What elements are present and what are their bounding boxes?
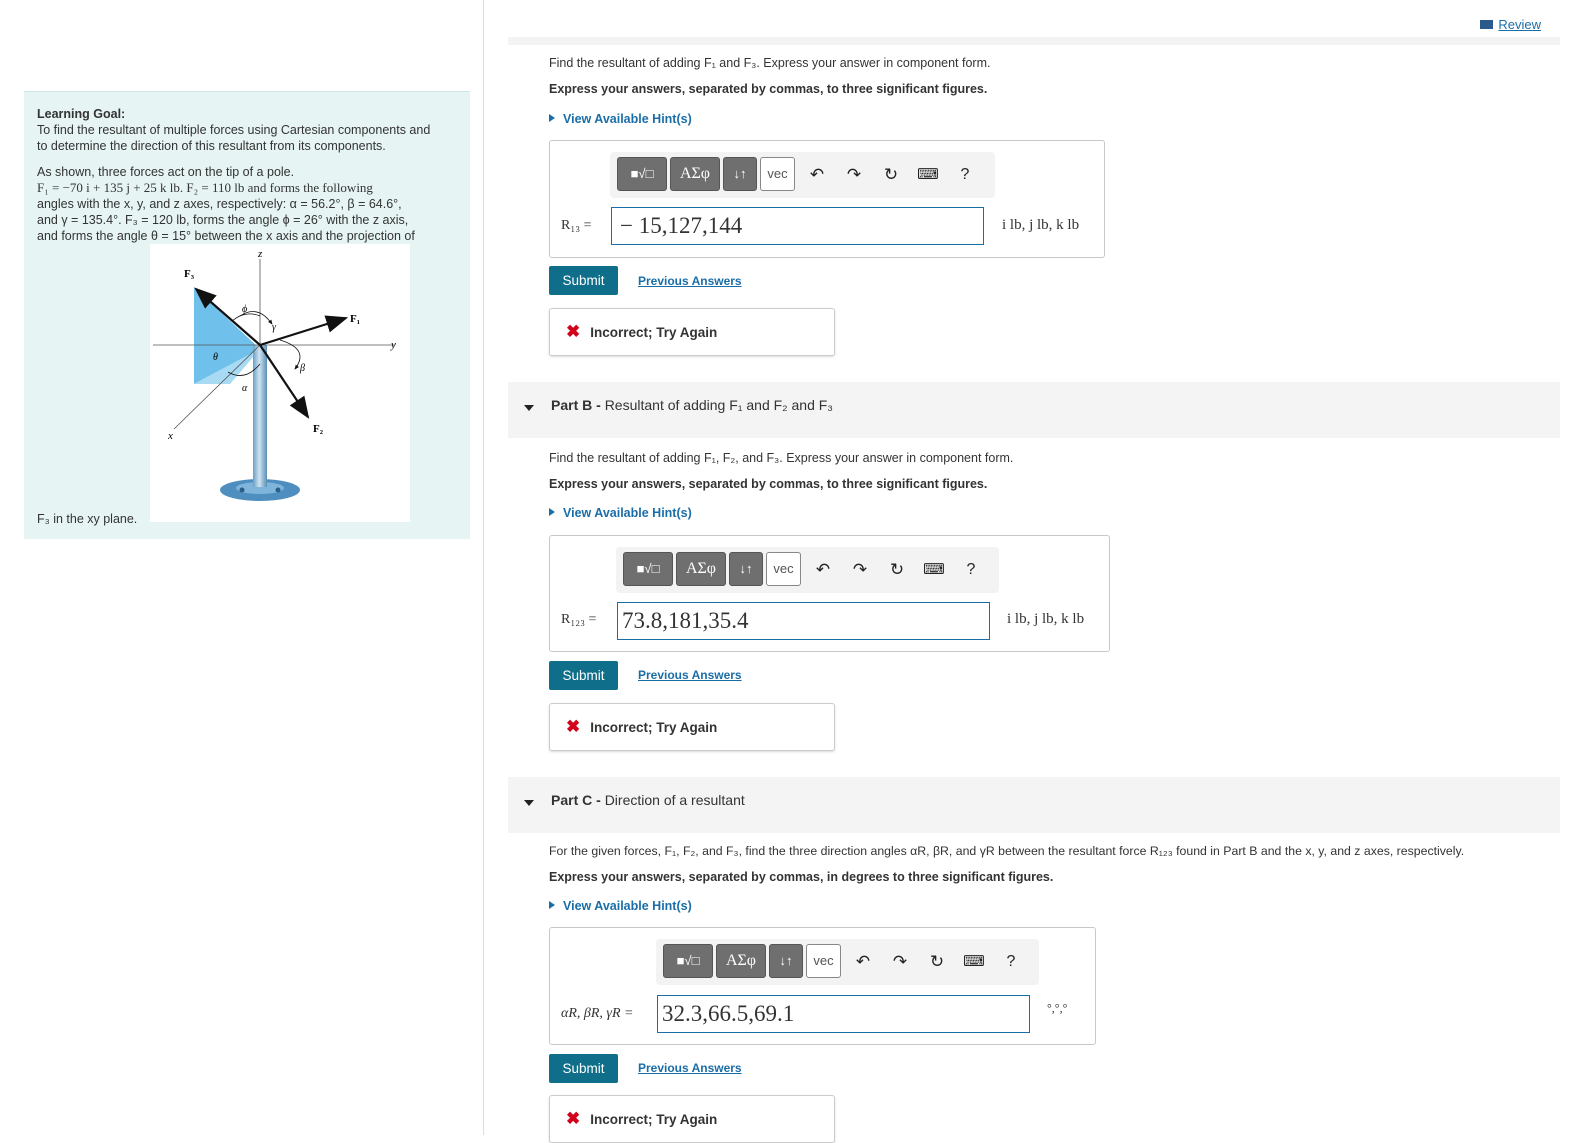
greek-button[interactable]: ΑΣφ	[670, 157, 720, 191]
f2-label: F₂	[313, 423, 324, 435]
answer-input[interactable]: 32.3,66.5,69.1	[657, 995, 1030, 1033]
expand-icon	[549, 508, 555, 516]
keyboard-icon[interactable]: ⌨	[923, 561, 945, 578]
feedback-box	[549, 703, 835, 751]
learning-goal-box	[24, 91, 470, 539]
submit-button[interactable]: Submit	[549, 1054, 618, 1083]
expand-icon	[549, 901, 555, 909]
feedback-text: Incorrect; Try Again	[590, 325, 718, 340]
help-icon[interactable]: ?	[966, 561, 976, 578]
submit-button[interactable]: Submit	[549, 661, 618, 690]
beta-label: β	[300, 363, 305, 374]
math-toolbar	[616, 547, 999, 593]
collapse-icon[interactable]	[524, 800, 534, 806]
help-icon[interactable]: ?	[960, 166, 970, 183]
greek-button[interactable]: ΑΣφ	[676, 552, 726, 586]
redo-icon[interactable]: ↷	[892, 952, 908, 971]
submit-button[interactable]: Submit	[549, 266, 618, 295]
part-c-header[interactable]	[508, 777, 1560, 833]
goal-text-1: To find the resultant of multiple forces using Cartesian components and	[37, 123, 431, 137]
feedback-box	[549, 1095, 835, 1143]
review-link[interactable]	[1480, 17, 1541, 32]
math-toolbar	[656, 939, 1039, 985]
collapse-icon[interactable]	[524, 405, 534, 411]
description-4: and γ = 135.4°. F₃ = 120 lb, forms the angle ϕ = 26° with the z axis,	[37, 213, 409, 227]
reset-icon[interactable]: ↻	[889, 560, 905, 579]
answer-label: αR, βR, γR =	[561, 1006, 634, 1021]
bolt-1	[240, 488, 245, 493]
y-label: y	[391, 339, 396, 351]
part-b-answer-box	[549, 535, 1110, 652]
pole	[253, 345, 267, 487]
templates-button[interactable]: ■√□	[663, 944, 713, 978]
templates-button[interactable]: ■√□	[617, 157, 667, 191]
description-1: As shown, three forces act on the tip of a pole.	[37, 165, 295, 179]
expand-icon	[549, 114, 555, 122]
review-icon	[1480, 20, 1493, 29]
part-c-title-text: Direction of a resultant	[604, 792, 745, 808]
subscript-button[interactable]: ↓↑	[769, 944, 803, 978]
theta-label: θ	[213, 352, 218, 363]
part-c-answer-box	[549, 927, 1096, 1045]
subscript-button[interactable]: ↓↑	[723, 157, 757, 191]
undo-icon[interactable]: ↶	[815, 560, 831, 579]
hint-label: View Available Hint(s)	[563, 112, 692, 126]
answer-input[interactable]: 73.8,181,35.4	[617, 602, 990, 640]
part-c-label: Part C -	[551, 792, 605, 808]
feedback-text: Incorrect; Try Again	[590, 720, 718, 735]
reset-icon[interactable]: ↻	[883, 165, 899, 184]
part-c-prompt: For the given forces, F₁, F₂, and F₃, find the three direction angles αR, βR, and γR between the resultant force R₁₂₃ found in Part B and the x, y, and z axes, respectively.	[549, 844, 1465, 858]
goal-heading: Learning Goal:	[37, 107, 126, 121]
alpha-label: α	[242, 383, 248, 394]
description-6: F₃ in the xy plane.	[37, 512, 138, 526]
answer-label: R₁₂₃ =	[561, 612, 597, 627]
redo-icon[interactable]: ↷	[852, 560, 868, 579]
vec-button[interactable]: vec	[766, 552, 801, 586]
beta-arc	[280, 340, 300, 369]
units-label: °,°,°	[1047, 1001, 1068, 1015]
part-c-instruction: Express your answers, separated by commas, in degrees to three significant figures.	[549, 870, 1054, 884]
part-c-title	[551, 792, 745, 808]
bolt-2	[276, 488, 281, 493]
force-diagram-svg	[150, 244, 410, 522]
part-b-header[interactable]	[508, 382, 1560, 438]
previous-answers-link[interactable]: Previous Answers	[638, 1061, 742, 1075]
undo-icon[interactable]: ↶	[855, 952, 871, 971]
math-toolbar	[610, 152, 995, 198]
feedback-box	[549, 308, 835, 356]
part-b-hint-link[interactable]	[549, 506, 692, 520]
f3-label: F₃	[184, 268, 195, 280]
vec-button[interactable]: vec	[760, 157, 795, 191]
description-2: F₁ = −70 i + 135 j + 25 k lb. F₂ = 110 lb and forms the following	[37, 180, 373, 195]
phi-label: ϕ	[242, 304, 248, 315]
greek-button[interactable]: ΑΣφ	[716, 944, 766, 978]
undo-icon[interactable]: ↶	[809, 165, 825, 184]
force-diagram	[150, 244, 410, 522]
incorrect-icon: ✖	[566, 717, 581, 736]
part-a-prompt: Find the resultant of adding F₁ and F₃. Express your answer in component form.	[549, 56, 991, 70]
previous-answers-link[interactable]: Previous Answers	[638, 668, 742, 682]
description-5: and forms the angle θ = 15° between the x axis and the projection of	[37, 229, 415, 243]
part-b-label: Part B -	[551, 397, 605, 413]
part-a-hint-link[interactable]	[549, 112, 692, 126]
answer-label: R₁₃ =	[561, 218, 592, 233]
part-b-title-text: Resultant of adding F₁ and F₂ and F₃	[604, 397, 834, 413]
subscript-button[interactable]: ↓↑	[729, 552, 763, 586]
f1-label: F₁	[350, 313, 361, 325]
description-3: angles with the x, y, and z axes, respectively: α = 56.2°, β = 64.6°,	[37, 197, 402, 211]
redo-icon[interactable]: ↷	[846, 165, 862, 184]
goal-text-2: to determine the direction of this resultant from its components.	[37, 139, 386, 153]
part-a-answer-box	[549, 140, 1105, 258]
units-label: i lb, j lb, k lb	[1007, 611, 1085, 627]
review-label: Review	[1498, 17, 1541, 32]
incorrect-icon: ✖	[566, 322, 581, 341]
x-label: x	[168, 430, 173, 442]
gamma-label: γ	[272, 322, 276, 333]
hint-label: View Available Hint(s)	[563, 899, 692, 913]
units-label: i lb, j lb, k lb	[1002, 217, 1080, 233]
answer-input[interactable]: − 15,127,144	[611, 207, 984, 245]
f2-vector	[260, 345, 308, 417]
part-a-instruction: Express your answers, separated by commas, to three significant figures.	[549, 82, 988, 96]
templates-button[interactable]: ■√□	[623, 552, 673, 586]
keyboard-icon[interactable]: ⌨	[917, 166, 939, 183]
keyboard-icon[interactable]: ⌨	[963, 953, 985, 970]
z-label: z	[258, 248, 263, 260]
vec-button[interactable]: vec	[806, 944, 841, 978]
part-b-prompt: Find the resultant of adding F₁, F₂, and F₃. Express your answer in component form.	[549, 451, 1014, 465]
incorrect-icon: ✖	[566, 1109, 581, 1128]
part-a-header-band	[508, 37, 1560, 45]
part-b-instruction: Express your answers, separated by commas, to three significant figures.	[549, 477, 988, 491]
part-c-hint-link[interactable]	[549, 899, 692, 913]
hint-label: View Available Hint(s)	[563, 506, 692, 520]
feedback-text: Incorrect; Try Again	[590, 1112, 718, 1127]
help-icon[interactable]: ?	[1006, 953, 1016, 970]
previous-answers-link[interactable]: Previous Answers	[638, 274, 742, 288]
part-b-title	[551, 397, 833, 413]
left-panel	[0, 0, 484, 1135]
reset-icon[interactable]: ↻	[929, 952, 945, 971]
